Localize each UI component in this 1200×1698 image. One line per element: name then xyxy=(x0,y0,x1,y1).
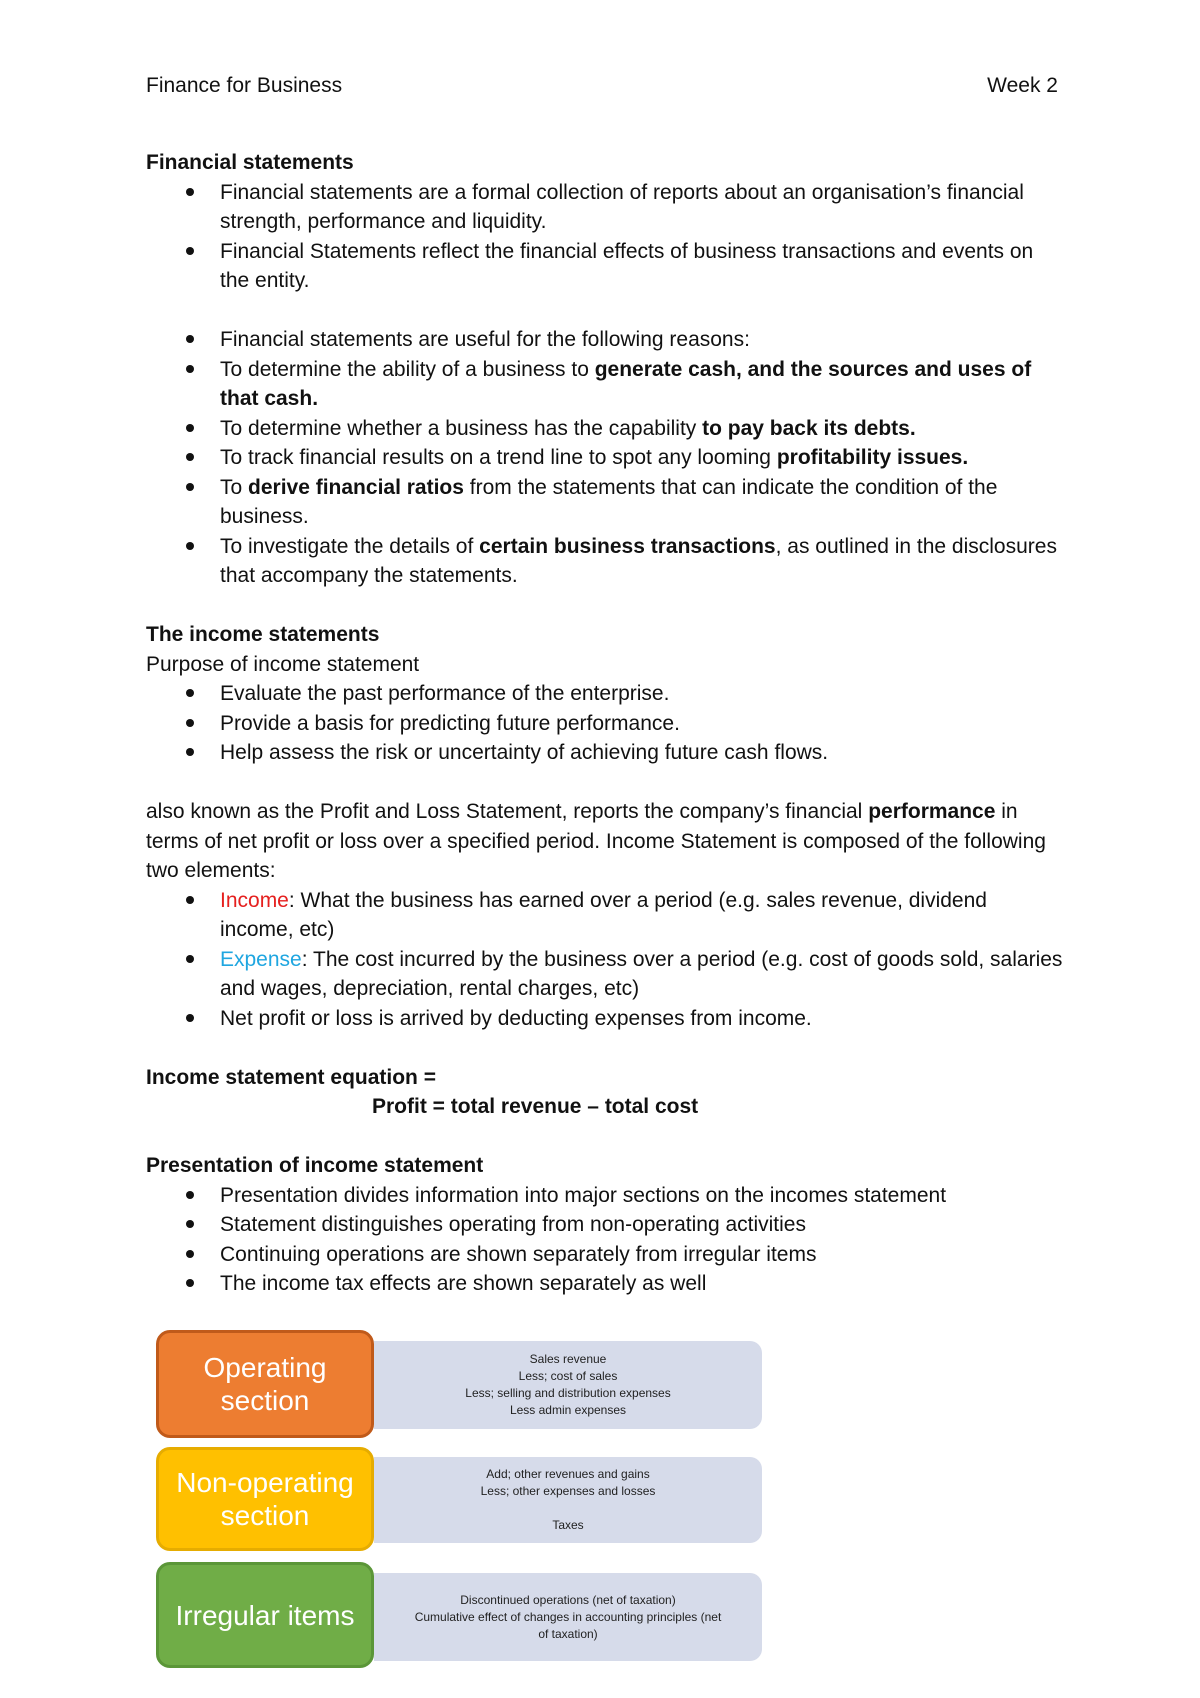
income-equation: Profit = total revenue – total cost xyxy=(372,1095,699,1118)
irregular-details-box xyxy=(374,1573,762,1661)
list-item-income xyxy=(146,886,1066,945)
list-item: Continuing operations are shown separately from irregular items xyxy=(146,1240,1066,1270)
list-item-bold: certain business transactions xyxy=(479,534,776,558)
list-item xyxy=(146,473,1066,532)
section-heading-income-statements: The income statements xyxy=(146,623,380,646)
header-course-title: Finance for Business xyxy=(146,74,343,97)
financial-statements-reasons-list xyxy=(146,325,1066,591)
list-item-text: , as outlined in the disclosures that accompany the statements. xyxy=(220,534,1057,587)
list-item: Provide a basis for predicting future performance. xyxy=(146,709,1066,739)
list-item: Net profit or loss is arrived by deducting expenses from income. xyxy=(146,1004,1066,1034)
list-item-text: To investigate the details of xyxy=(220,534,480,558)
financial-statements-list xyxy=(146,178,1066,296)
list-item-text: : What the business has earned over a period (e.g. sales revenue, dividend income, etc) xyxy=(220,888,987,941)
paragraph-text: also known as the Profit and Loss Statement, reports the company’s financial xyxy=(146,800,869,823)
list-item-bold: generate cash, and the sources and uses of that cash. xyxy=(220,357,1032,410)
detail-line: Less; other expenses and losses xyxy=(480,1484,656,1498)
list-item: Financial Statements reflect the financial effects of business transactions and events on the entity. xyxy=(146,237,1066,296)
equation-heading: Income statement equation = xyxy=(146,1065,436,1089)
income-statement-paragraph xyxy=(146,797,1066,886)
page-header xyxy=(146,74,1058,102)
operating-section-box: Operating section xyxy=(156,1330,374,1438)
list-item-expense xyxy=(146,945,1066,1004)
list-item: Financial statements are a formal collection of reports about an organisation’s financial strength, performance and liquidity. xyxy=(146,178,1066,237)
list-item-text: To xyxy=(220,475,249,499)
list-item: Help assess the risk or uncertainty of achieving future cash flows. xyxy=(146,738,1066,768)
list-item-text: To track financial results on a trend line to spot any looming xyxy=(220,446,777,469)
list-item-text: from the statements that can indicate the condition of the business. xyxy=(220,475,998,528)
detail-line: Less; selling and distribution expenses xyxy=(465,1386,671,1400)
irregular-items-box: Irregular items xyxy=(156,1562,374,1668)
header-week: Week 2 xyxy=(987,74,1058,97)
detail-line: Cumulative effect of changes in accounting principles (net of taxation) xyxy=(414,1609,722,1641)
presentation-list xyxy=(146,1181,1066,1299)
operating-details-box xyxy=(374,1341,762,1429)
list-item: Evaluate the past performance of the enterprise. xyxy=(146,679,1066,709)
list-item: Financial statements are useful for the following reasons: xyxy=(146,325,1066,355)
list-item xyxy=(146,532,1066,591)
elements-list xyxy=(146,886,1066,1034)
list-item: Presentation divides information into major sections on the incomes statement xyxy=(146,1181,1066,1211)
paragraph-text: in terms of net profit or loss over a specified period. Income Statement is composed of the following two elements: xyxy=(146,800,1046,882)
detail-line: Sales revenue xyxy=(529,1352,607,1366)
document-body xyxy=(146,148,1066,1299)
list-item: The income tax effects are shown separately as well xyxy=(146,1269,1066,1299)
detail-line: Add; other revenues and gains xyxy=(486,1467,650,1481)
non-operating-section-box: Non-operating section xyxy=(156,1447,374,1551)
section-heading-financial-statements: Financial statements xyxy=(146,151,354,174)
detail-line: Less; cost of sales xyxy=(518,1369,618,1383)
detail-spacer xyxy=(374,1500,762,1517)
expense-label: Expense xyxy=(220,947,302,971)
list-item-bold: profitability issues. xyxy=(776,446,969,469)
subheading-purpose: Purpose of income statement xyxy=(146,652,420,676)
list-item-bold: to pay back its debts. xyxy=(702,416,916,440)
list-item-text: To determine the ability of a business to xyxy=(220,357,595,381)
section-heading-presentation: Presentation of income statement xyxy=(146,1154,484,1177)
list-item xyxy=(146,414,1066,444)
list-item-bold: derive financial ratios xyxy=(248,475,464,499)
list-item xyxy=(146,355,1066,414)
income-statement-sections-diagram xyxy=(156,1330,766,1680)
purpose-list xyxy=(146,679,1066,768)
detail-line: Less admin expenses xyxy=(509,1403,627,1417)
list-item xyxy=(146,443,1066,473)
list-item-text: : The cost incurred by the business over a period (e.g. cost of goods sold, salaries and wages, depreciation, rental charges, etc) xyxy=(220,947,1063,1000)
paragraph-bold: performance xyxy=(868,800,996,823)
non-operating-details-box xyxy=(374,1457,762,1543)
income-label: Income xyxy=(220,888,289,912)
detail-line: Discontinued operations (net of taxation) xyxy=(460,1592,676,1607)
list-item: Statement distinguishes operating from non-operating activities xyxy=(146,1210,1066,1240)
list-item-text: To determine whether a business has the capability xyxy=(220,416,703,440)
detail-line: Taxes xyxy=(552,1518,584,1532)
